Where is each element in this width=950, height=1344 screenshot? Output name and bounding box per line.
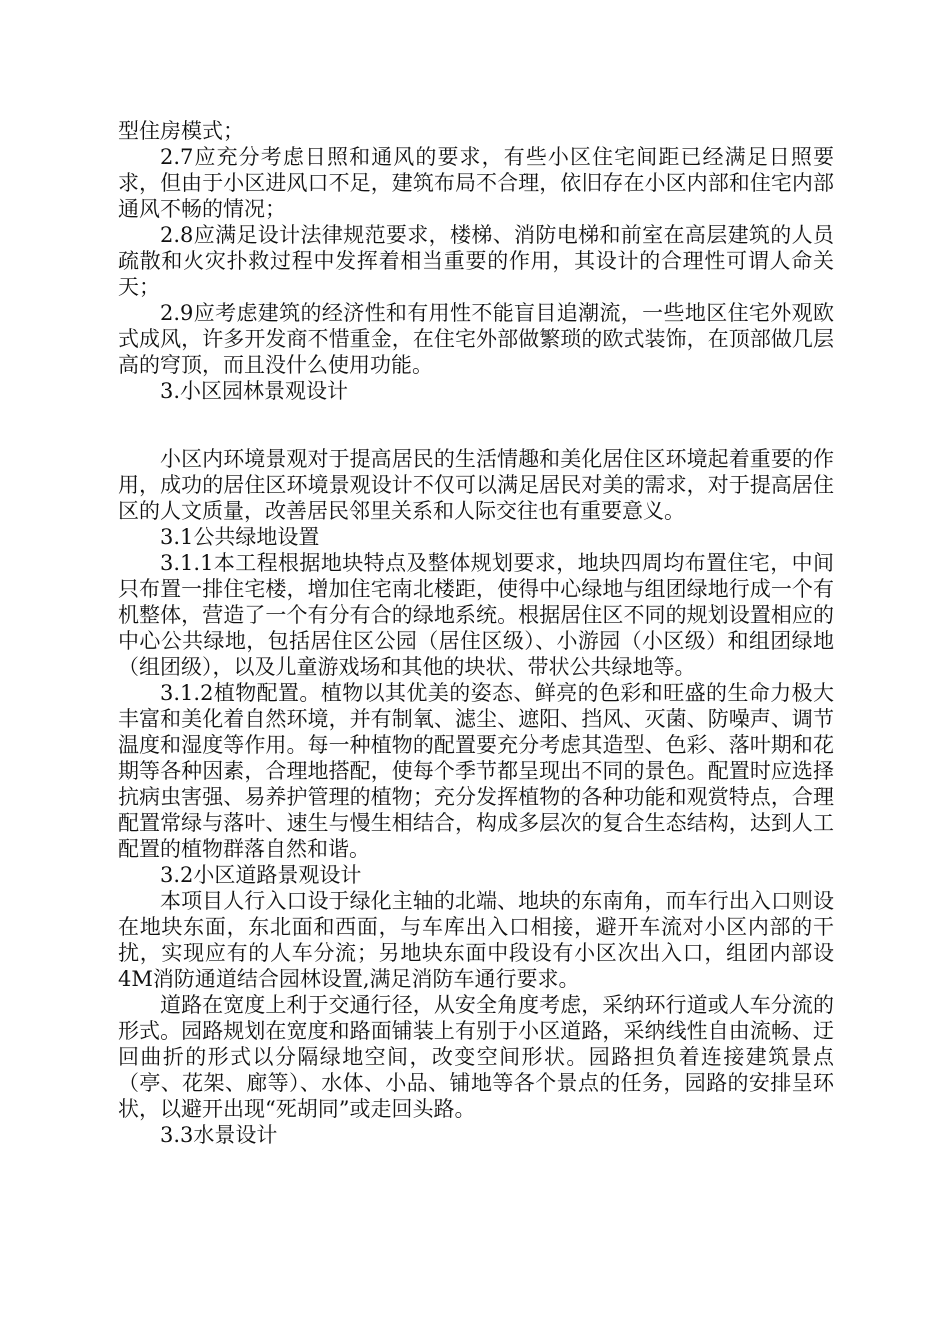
- paragraph-roads: 道路在宽度上利于交通行径，从安全角度考虑，采纳环行道或人车分流的形式。园路规划在宽度和路面铺装上有别于小区道路，采纳线性自由流畅、迂回曲折的形式以分隔绿地空间，改变空间形状。园路担负着连接建筑景点（亭、花架、廊等）、水体、小品、铺地等各个景点的任务，园路的安排呈环状，以避开出现“死胡同”或走回头路。: [118, 993, 834, 1121]
- section-heading-3-3: 3.3水景设计: [160, 1123, 278, 1147]
- paragraph-2-9: 2.9应考虑建筑的经济性和有用性不能盲目追潮流，一些地区住宅外观欧式成风，许多开发商不惜重金，在住宅外部做繁琐的欧式装饰，在顶部做几层高的穹顶，而且没什么使用功能。: [118, 301, 834, 377]
- paragraph-3-1-2: 3.1.2植物配置。植物以其优美的姿态、鲜亮的色彩和旺盛的生命力极大丰富和美化着自然环境，并有制氧、滤尘、遮阳、挡风、灭菌、防噪声、调节温度和湿度等作用。每一种植物的配置要充分考虑其造型、色彩、落叶期和花期等各种因素，合理地搭配，使每个季节都呈现出不同的景色。配置时应选择抗病虫害强、易养护管理的植物；充分发挥植物的各种功能和观赏特点，合理配置常绿与落叶、速生与慢生相结合，构成多层次的复合生态结构，达到人工配置的植物群落自然和谐。: [118, 681, 834, 861]
- section-heading-3: 3.小区园林景观设计: [160, 379, 349, 403]
- paragraph-entrances: 本项目人行入口设于绿化主轴的北端、地块的东南角，而车行出入口则设在地块东面，东北面和西面，与车库出入口相接，避开车流对小区内部的干扰，实现应有的人车分流；另地块东面中段设有小区次出入口，组团内部设4M消防通道结合园林设置,满足消防车通行要求。: [118, 889, 834, 991]
- section-heading-3-2: 3.2小区道路景观设计: [160, 863, 362, 887]
- paragraph-2-8: 2.8应满足设计法律规范要求，楼梯、消防电梯和前室在高层建筑的人员疏散和火灾扑救过程中发挥着相当重要的作用，其设计的合理性可谓人命关天；: [118, 223, 834, 299]
- blank-gap: [118, 404, 834, 446]
- section-heading-3-1: 3.1公共绿地设置: [160, 525, 320, 549]
- paragraph-landscape-intro: 小区内环境景观对于提高居民的生活情趣和美化居住区环境起着重要的作用，成功的居住区环境景观设计不仅可以满足居民对美的需求，对于提高居住区的人文质量，改善居民邻里关系和人际交往也有重要意义。: [118, 447, 834, 523]
- document-page: [118, 118, 834, 1148]
- paragraph-3-1-1: 3.1.1本工程根据地块特点及整体规划要求，地块四周均布置住宅，中间只布置一排住宅楼，增加住宅南北楼距，使得中心绿地与组团绿地行成一个有机整体，营造了一个有分有合的绿地系统。根据居住区不同的规划设置相应的中心公共绿地，包括居住区公园（居住区级）、小游园（小区级）和组团绿地（组团级），以及儿童游戏场和其他的块状、带状公共绿地等。: [118, 551, 834, 679]
- paragraph-2-7: 2.7应充分考虑日照和通风的要求，有些小区住宅间距已经满足日照要求，但由于小区进风口不足，建筑布局不合理，依旧存在小区内部和住宅内部通风不畅的情况；: [118, 145, 834, 221]
- paragraph-continuation: 型住房模式；: [118, 119, 244, 143]
